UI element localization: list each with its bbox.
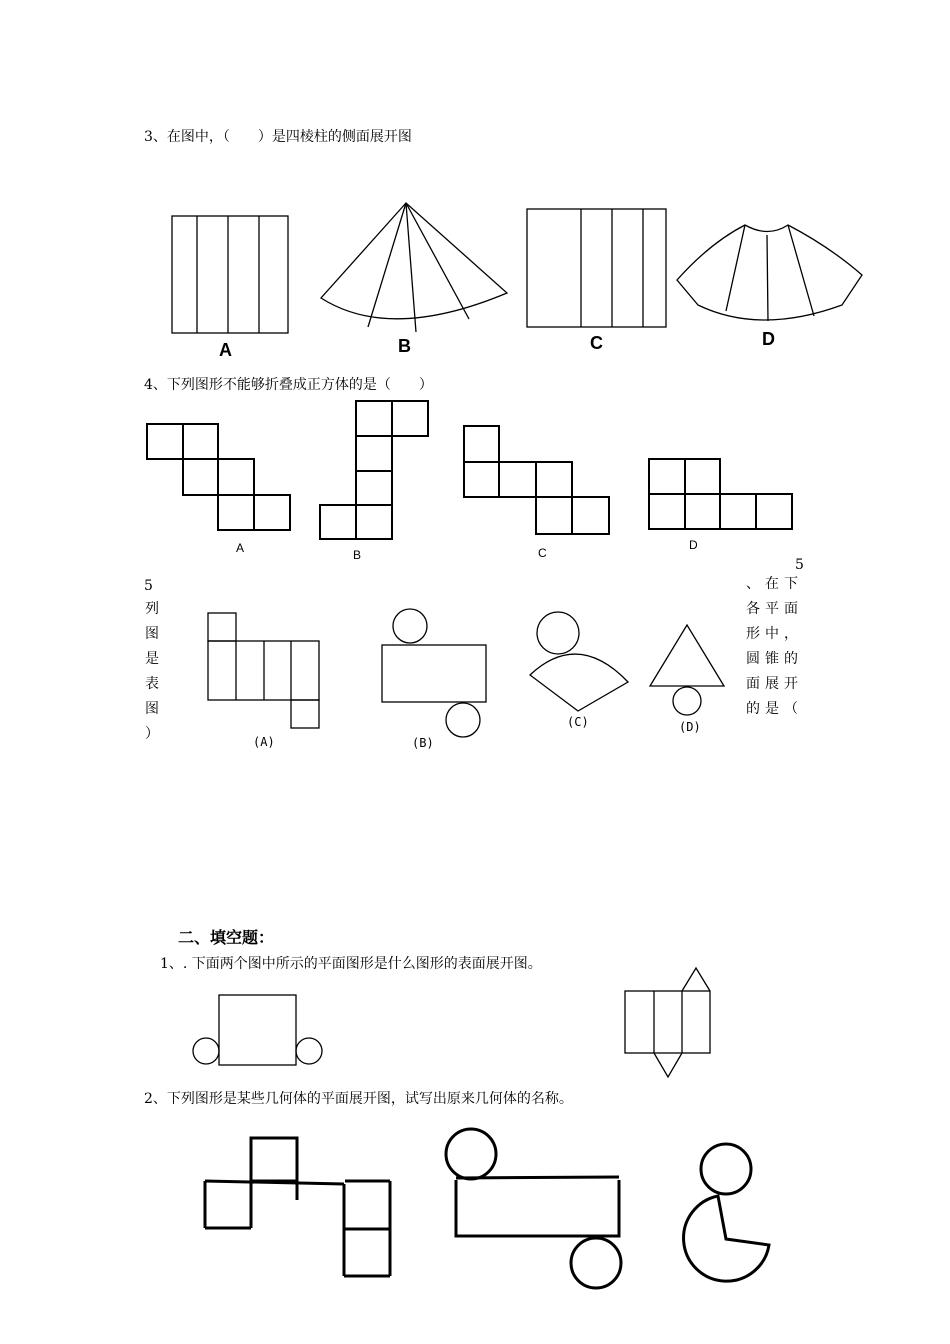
q5-right-column: 、在下 各平面 形中， 圆锥的 面展开 的是（: [746, 576, 803, 717]
s2-q2-cone-net: [684, 1144, 769, 1281]
question-3-text: 3、在图中，（ ）是四棱柱的侧面展开图: [144, 129, 412, 145]
q4-label-b: B: [353, 548, 362, 562]
q3-label-c: C: [590, 333, 603, 353]
q4-option-b-net: [320, 401, 428, 539]
q4-label-c: C: [538, 546, 547, 560]
q5-option-a-net: [208, 613, 319, 728]
question-4-text: 4、下列图形不能够折叠成正方体的是（ ）: [144, 377, 433, 393]
s2-q1-prism-net: [625, 968, 710, 1077]
s2-q2-cube-net: [205, 1138, 390, 1276]
s2-q2-cylinder-net: [446, 1129, 621, 1288]
q5-number-left: 5: [144, 578, 153, 594]
q3-option-d-figure: [677, 225, 862, 321]
q3-option-b-figure: [321, 203, 507, 332]
section-2-question-1: 1、. 下面两个图中所示的平面图形是什么图形的表面展开图。: [160, 956, 542, 972]
q4-option-c-net: [464, 426, 609, 534]
q5-label-b: (B): [412, 736, 434, 750]
q5-label-c: (C): [567, 715, 589, 729]
q4-label-a: A: [236, 541, 245, 555]
q3-option-c-figure: [527, 209, 666, 327]
q5-left-column: 列 图 是 表 图 ）: [145, 601, 159, 742]
section-2-question-2: 2、下列图形是某些几何体的平面展开图，试写出原来几何体的名称。: [144, 1091, 573, 1107]
q3-label-d: D: [762, 329, 775, 349]
q3-option-a-figure: [172, 216, 288, 333]
q5-option-b-net: [382, 609, 486, 737]
section-2-heading: 二、填空题：: [178, 930, 275, 947]
q3-label-a: A: [219, 340, 232, 360]
q5-option-c-net: [530, 612, 628, 711]
s2-q1-cylinder-net: [193, 995, 322, 1065]
q5-label-d: (D): [679, 720, 701, 734]
q3-label-b: B: [398, 336, 411, 356]
q4-option-d-net: [649, 459, 792, 529]
q4-label-d: D: [689, 538, 698, 552]
q5-number-right: 5: [795, 557, 804, 573]
q5-label-a: (A): [253, 735, 275, 749]
q4-option-a-net: [147, 424, 290, 530]
q5-option-d-net: [650, 625, 724, 715]
